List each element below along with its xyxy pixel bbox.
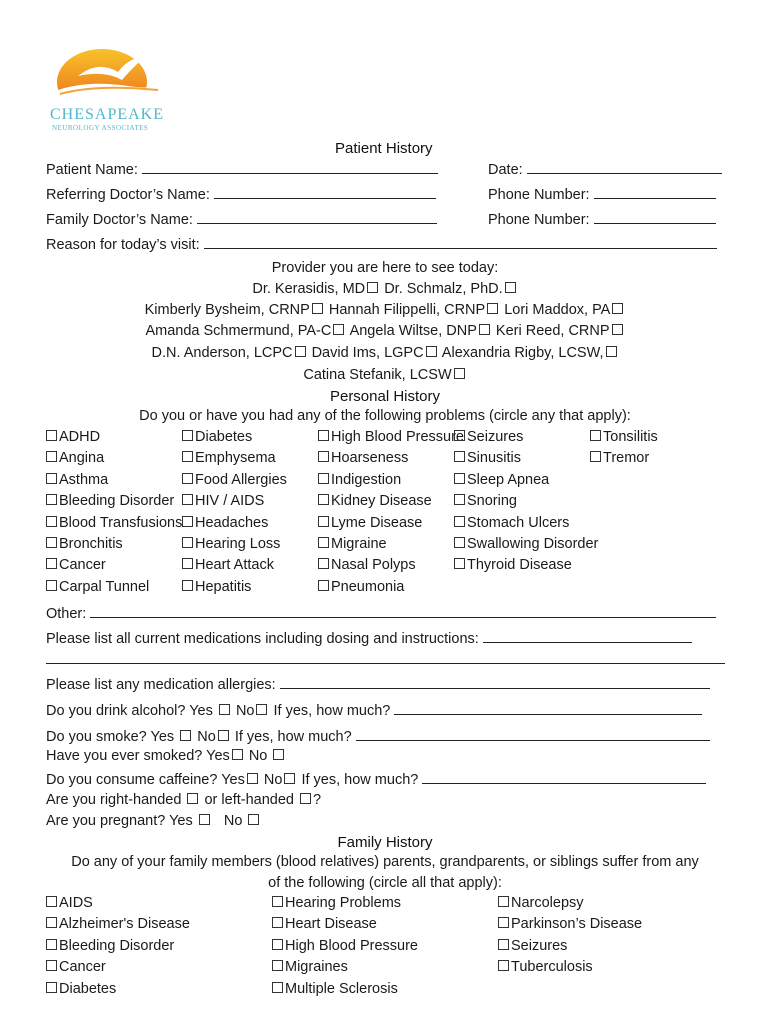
checkbox[interactable] (333, 324, 344, 335)
condition-item[interactable] (318, 472, 401, 488)
condition-item[interactable] (182, 557, 274, 573)
condition-item-label: Indigestion (331, 471, 402, 488)
condition-item[interactable] (590, 450, 649, 466)
condition-item-label: Headaches (195, 514, 269, 531)
checkbox[interactable] (318, 430, 329, 441)
checkbox[interactable] (46, 960, 57, 971)
smoked-yes-checkbox[interactable] (232, 749, 243, 760)
condition-item-label: Cancer (59, 557, 106, 574)
condition-item[interactable] (454, 429, 523, 445)
provider-stefanik: Catina Stefanik, LCSW (303, 367, 452, 383)
checkbox[interactable] (454, 451, 465, 462)
checkbox[interactable] (590, 451, 601, 462)
checkbox[interactable] (454, 494, 465, 505)
condition-item-label: High Blood Pressure (331, 429, 464, 445)
condition-item[interactable] (182, 493, 264, 509)
allergies-line[interactable] (280, 675, 710, 689)
condition-item[interactable] (318, 579, 404, 595)
condition-item[interactable] (318, 515, 422, 531)
caffeine-question (46, 770, 706, 788)
left-handed-checkbox[interactable] (300, 793, 311, 804)
provider-ims: David Ims, LGPC (311, 345, 424, 361)
alcohol-amount-line[interactable] (394, 701, 702, 715)
provider-rigby: Alexandria Rigby, LCSW, (441, 345, 604, 361)
checkbox[interactable] (295, 346, 306, 357)
family-doctor-label: Family Doctor’s Name: (46, 212, 193, 228)
condition-item-label: Blood Transfusions (59, 514, 183, 531)
provider-kerasidis: Dr. Kerasidis, MD (252, 281, 366, 297)
checkbox[interactable] (46, 451, 57, 462)
condition-item[interactable] (46, 450, 104, 466)
family-condition-item[interactable] (498, 916, 642, 932)
personal-history-question: Do you or have you had any of the following problems (circle any that apply): (139, 408, 631, 424)
alcohol-yes-label: Do you drink alcohol? Yes (46, 703, 213, 719)
checkbox[interactable] (498, 917, 509, 928)
condition-item[interactable] (46, 429, 100, 445)
condition-item[interactable] (46, 579, 149, 595)
referring-doctor-field[interactable] (46, 185, 436, 203)
medications-label: Please list all current medications including dosing and instructions: (46, 631, 479, 647)
checkbox[interactable] (487, 303, 498, 314)
alcohol-question (46, 701, 702, 719)
condition-item-label: Asthma (59, 471, 109, 488)
caffeine-no-label: No (263, 772, 283, 788)
phone2-label: Phone Number: (488, 212, 590, 228)
condition-item-label: Lyme Disease (331, 514, 423, 531)
condition-item-label: Snoring (467, 493, 517, 510)
checkbox[interactable] (46, 558, 57, 569)
condition-item[interactable] (46, 536, 123, 552)
provider-reed: Keri Reed, CRNP (495, 323, 610, 339)
caffeine-no-checkbox[interactable] (284, 773, 295, 784)
checkbox[interactable] (312, 303, 323, 314)
checkbox[interactable] (426, 346, 437, 357)
family-condition-item[interactable] (46, 959, 106, 975)
checkbox[interactable] (46, 917, 57, 928)
condition-item-label: Migraine (331, 536, 387, 552)
checkbox[interactable] (454, 558, 465, 569)
checkbox[interactable] (182, 494, 193, 505)
checkbox[interactable] (46, 430, 57, 441)
condition-item[interactable] (318, 429, 464, 445)
checkbox[interactable] (367, 282, 378, 293)
family-condition-item-label: Parkinson’s Disease (511, 916, 643, 933)
family-history-question-2: of the following (circle all that apply): (268, 875, 502, 891)
family-condition-item[interactable] (498, 959, 593, 975)
date-field[interactable] (488, 160, 722, 178)
condition-item[interactable] (590, 429, 658, 445)
phone2-line[interactable] (594, 210, 716, 224)
condition-item[interactable] (182, 429, 252, 445)
checkbox[interactable] (498, 960, 509, 971)
smoke-yes-label: Do you smoke? Yes (46, 729, 175, 745)
checkbox[interactable] (182, 473, 193, 484)
checkbox[interactable] (318, 537, 329, 548)
provider-bysheim: Kimberly Bysheim, CRNP (144, 302, 310, 318)
condition-item[interactable] (454, 472, 549, 488)
condition-item-label: Food Allergies (195, 471, 287, 488)
checkbox[interactable] (590, 430, 601, 441)
checkbox[interactable] (612, 324, 623, 335)
condition-item[interactable] (182, 515, 268, 531)
provider-anderson: D.N. Anderson, LCPC (151, 345, 293, 361)
family-condition-item[interactable] (272, 895, 401, 911)
phone1-label: Phone Number: (488, 187, 590, 203)
condition-item[interactable] (182, 536, 280, 552)
pregnant-yes-label: Are you pregnant? Yes (46, 813, 193, 829)
family-condition-item-label: Heart Disease (285, 916, 377, 933)
checkbox[interactable] (498, 896, 509, 907)
date-label: Date: (488, 162, 523, 178)
family-condition-item[interactable] (272, 959, 348, 975)
family-condition-item-label: Migraines (285, 959, 348, 976)
providers-line2 (0, 302, 770, 318)
checkbox[interactable] (454, 368, 465, 379)
checkbox[interactable] (318, 580, 329, 591)
condition-item[interactable] (182, 472, 287, 488)
medications-line-2[interactable] (46, 651, 725, 664)
logo-subname: NEUROLOGY ASSOCIATES (52, 124, 149, 132)
family-doctor-field[interactable] (46, 210, 437, 228)
family-condition-item[interactable] (272, 938, 418, 954)
condition-item-label: Hoarseness (331, 450, 409, 467)
right-handed-checkbox[interactable] (187, 793, 198, 804)
checkbox[interactable] (182, 537, 193, 548)
checkbox[interactable] (505, 282, 516, 293)
condition-item-label: Seizures (467, 429, 524, 445)
smoked-no-label: No (248, 748, 268, 764)
checkbox[interactable] (46, 580, 57, 591)
condition-item[interactable] (46, 472, 108, 488)
handedness-question (46, 792, 321, 808)
allergies-field[interactable] (46, 675, 710, 693)
checkbox[interactable] (46, 939, 57, 950)
family-condition-item[interactable] (498, 938, 567, 954)
condition-item[interactable] (182, 579, 251, 595)
condition-item[interactable] (46, 557, 106, 573)
caffeine-amount-line[interactable] (422, 770, 706, 784)
condition-item-label: Tonsilitis (603, 429, 658, 445)
condition-item-label: Pneumonia (331, 578, 405, 595)
checkbox[interactable] (272, 939, 283, 950)
family-condition-item-label: Narcolepsy (511, 895, 584, 911)
providers-line1 (0, 281, 770, 297)
smoked-no-checkbox[interactable] (273, 749, 284, 760)
family-condition-item[interactable] (272, 916, 377, 932)
condition-item-label: Diabetes (195, 429, 253, 445)
smoke-no-label: No (197, 729, 216, 745)
pregnant-no-checkbox[interactable] (248, 814, 259, 825)
condition-item-label: HIV / AIDS (195, 493, 265, 510)
condition-item-label: Emphysema (195, 450, 276, 467)
family-condition-item[interactable] (46, 981, 116, 997)
checkbox[interactable] (46, 537, 57, 548)
phone1-line[interactable] (594, 185, 716, 199)
family-condition-item-label: Cancer (59, 959, 106, 976)
providers-line4 (0, 345, 770, 361)
pregnant-yes-checkbox[interactable] (199, 814, 210, 825)
checkbox[interactable] (272, 896, 283, 907)
condition-item[interactable] (454, 536, 598, 552)
providers-heading: Provider you are here to see today: (271, 260, 499, 276)
pregnant-no-label: No (223, 813, 243, 829)
patient-name-line[interactable] (142, 160, 438, 174)
smoke-yes-checkbox[interactable] (180, 730, 191, 741)
condition-item[interactable] (454, 557, 572, 573)
condition-item[interactable] (318, 536, 387, 552)
family-condition-item-label: Seizures (511, 937, 568, 954)
checkbox[interactable] (272, 917, 283, 928)
caffeine-yes-label: Do you consume caffeine? Yes (46, 772, 245, 788)
condition-item[interactable] (46, 493, 174, 509)
family-condition-item-label: Multiple Sclerosis (285, 980, 398, 997)
condition-item-label: Hearing Loss (195, 536, 281, 552)
smoked-question (46, 748, 286, 764)
checkbox[interactable] (318, 494, 329, 505)
family-condition-item-label: Alzheimer's Disease (59, 916, 190, 933)
family-condition-item-label: Hearing Problems (285, 895, 402, 911)
family-condition-item[interactable] (46, 895, 93, 911)
checkbox[interactable] (46, 494, 57, 505)
condition-item-label: Hepatitis (195, 578, 252, 595)
checkbox[interactable] (46, 896, 57, 907)
page-title: Patient History (335, 140, 433, 157)
checkbox[interactable] (182, 516, 193, 527)
referring-doctor-label: Referring Doctor’s Name: (46, 187, 210, 203)
condition-item-label: Kidney Disease (331, 493, 432, 510)
left-handed-label: or left-handed (204, 792, 294, 808)
other-line[interactable] (90, 604, 716, 618)
family-condition-item-label: Tuberculosis (511, 959, 593, 976)
date-line[interactable] (527, 160, 722, 174)
reason-label: Reason for today’s visit: (46, 237, 200, 253)
condition-item-label: Angina (59, 450, 105, 467)
checkbox[interactable] (606, 346, 617, 357)
checkbox[interactable] (318, 516, 329, 527)
pregnant-question (46, 813, 261, 829)
checkbox[interactable] (182, 451, 193, 462)
checkbox[interactable] (46, 473, 57, 484)
caffeine-amount-label: If yes, how much? (301, 772, 419, 788)
logo-name: CHESAPEAKE (50, 106, 165, 123)
checkbox[interactable] (182, 558, 193, 569)
condition-item-label: Thyroid Disease (467, 557, 572, 574)
condition-item[interactable] (454, 450, 521, 466)
providers-line3 (0, 323, 770, 339)
family-condition-item-label: Diabetes (59, 980, 117, 997)
medications-line[interactable] (483, 629, 692, 643)
checkbox[interactable] (454, 537, 465, 548)
condition-item[interactable] (182, 450, 276, 466)
patient-name-label: Patient Name: (46, 162, 138, 178)
alcohol-yes-checkbox[interactable] (219, 704, 230, 715)
provider-wiltse: Angela Wiltse, DNP (349, 323, 477, 339)
providers-line5 (0, 367, 770, 383)
provider-schmalz: Dr. Schmalz, PhD. (384, 281, 503, 297)
condition-item[interactable] (318, 557, 416, 573)
medications-field[interactable] (46, 629, 692, 647)
phone1-field[interactable] (488, 185, 716, 203)
family-doctor-line[interactable] (197, 210, 437, 224)
checkbox[interactable] (182, 430, 193, 441)
checkbox[interactable] (318, 558, 329, 569)
condition-item-label: ADHD (59, 429, 101, 445)
condition-item[interactable] (454, 515, 569, 531)
checkbox[interactable] (182, 580, 193, 591)
provider-schmermund: Amanda Schmermund, PA-C (145, 323, 332, 339)
right-handed-label: Are you right-handed (46, 792, 182, 808)
checkbox[interactable] (612, 303, 623, 314)
condition-item-label: Swallowing Disorder (467, 536, 599, 552)
family-condition-item-label: High Blood Pressure (285, 937, 418, 954)
condition-item-label: Nasal Polyps (331, 557, 416, 574)
logo (48, 46, 168, 136)
family-condition-item-label: AIDS (59, 895, 93, 911)
smoke-amount-line[interactable] (356, 727, 710, 741)
condition-item[interactable] (318, 493, 432, 509)
checkbox[interactable] (454, 516, 465, 527)
condition-item[interactable] (454, 493, 517, 509)
family-condition-item-label: Bleeding Disorder (59, 937, 175, 954)
family-condition-item[interactable] (498, 895, 584, 911)
smoke-amount-label: If yes, how much? (234, 729, 352, 745)
checkbox[interactable] (318, 473, 329, 484)
reason-line[interactable] (204, 235, 717, 249)
condition-item-label: Sinusitis (467, 450, 521, 467)
condition-item-label: Sleep Apnea (467, 471, 550, 488)
checkbox[interactable] (272, 960, 283, 971)
family-condition-item[interactable] (272, 981, 398, 997)
checkbox[interactable] (46, 982, 57, 993)
family-history-heading: Family History (337, 834, 433, 851)
checkbox[interactable] (46, 516, 57, 527)
provider-maddox: Lori Maddox, PA (504, 302, 611, 318)
allergies-label: Please list any medication allergies: (46, 677, 276, 693)
condition-item-label: Tremor (603, 450, 650, 467)
caffeine-yes-checkbox[interactable] (247, 773, 258, 784)
condition-item-label: Bleeding Disorder (59, 493, 175, 510)
family-condition-item[interactable] (46, 938, 174, 954)
family-condition-item[interactable] (46, 916, 190, 932)
checkbox[interactable] (498, 939, 509, 950)
phone2-field[interactable] (488, 210, 716, 228)
checkbox[interactable] (318, 451, 329, 462)
patient-name-field[interactable] (46, 160, 438, 178)
condition-item-label: Bronchitis (59, 536, 123, 552)
smoke-no-checkbox[interactable] (218, 730, 229, 741)
condition-item[interactable] (318, 450, 408, 466)
family-history-question-1: Do any of your family members (blood relatives) parents, grandparents, or siblings suffer from any (71, 854, 699, 870)
smoke-question (46, 727, 710, 745)
alcohol-amount-label: If yes, how much? (273, 703, 391, 719)
condition-item-label: Stomach Ulcers (467, 514, 570, 531)
checkbox[interactable] (454, 473, 465, 484)
other-field[interactable] (46, 604, 716, 622)
checkbox[interactable] (454, 430, 465, 441)
personal-history-heading: Personal History (329, 388, 441, 405)
handedness-question-mark: ? (313, 792, 322, 808)
provider-filippelli: Hannah Filippelli, CRNP (328, 302, 486, 318)
referring-doctor-line[interactable] (214, 185, 436, 199)
checkbox[interactable] (272, 982, 283, 993)
checkbox[interactable] (479, 324, 490, 335)
alcohol-no-checkbox[interactable] (256, 704, 267, 715)
condition-item[interactable] (46, 515, 182, 531)
alcohol-no-label: No (235, 703, 255, 719)
reason-field[interactable] (46, 235, 717, 253)
condition-item-label: Heart Attack (195, 557, 274, 574)
condition-item-label: Carpal Tunnel (59, 578, 150, 595)
other-label: Other: (46, 606, 87, 622)
smoked-yes-label: Have you ever smoked? Yes (46, 748, 230, 764)
